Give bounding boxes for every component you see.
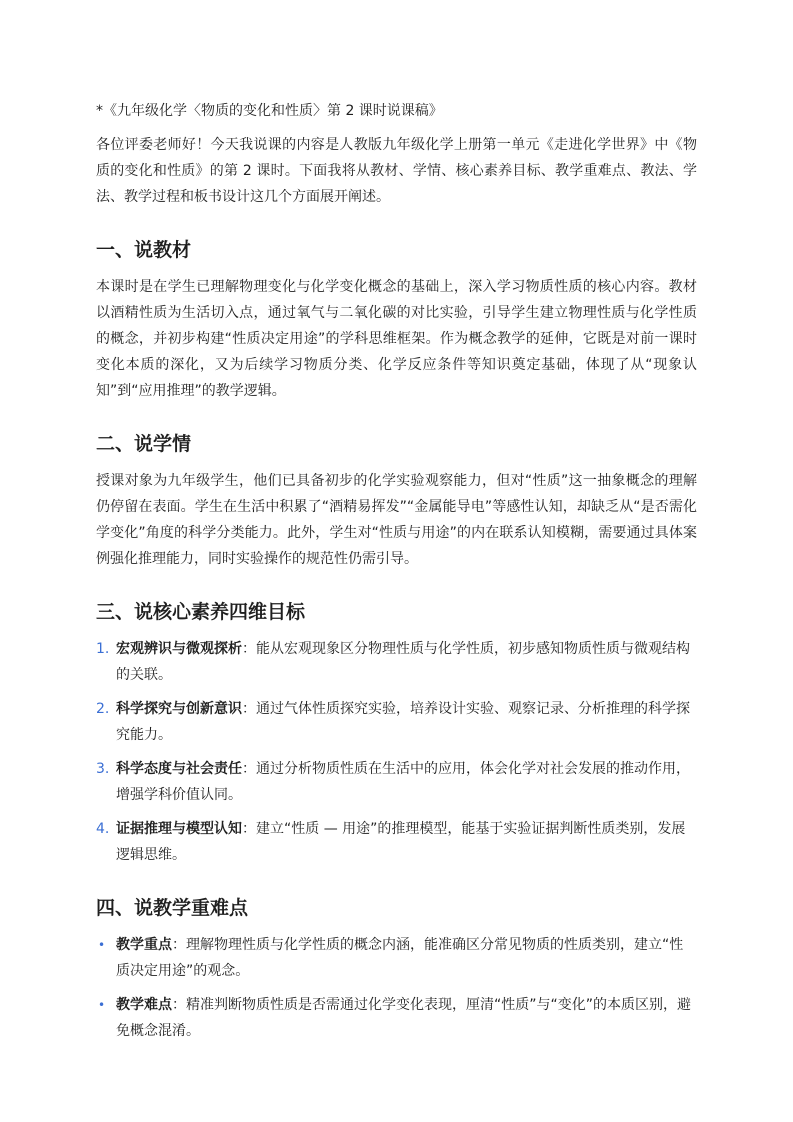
list-number: 2. bbox=[96, 701, 110, 717]
list-term: 科学探究与创新意识 bbox=[116, 701, 242, 717]
list-item bbox=[96, 992, 697, 1044]
list-term: 教学难点 bbox=[116, 997, 172, 1013]
list-text: ：建立“性质 — 用途”的推理模型，能基于实验证据判断性质类别，发展逻辑思维。 bbox=[116, 821, 686, 863]
list-number: 1. bbox=[96, 641, 110, 657]
list-number: 3. bbox=[96, 761, 110, 777]
section-heading-students: 二、说学情 bbox=[96, 433, 192, 455]
list-item bbox=[96, 932, 697, 984]
list-text: ：理解物理性质与化学性质的概念内涵，能准确区分常见物质的性质类别，建立“性质决定用途”的观念。 bbox=[116, 937, 684, 979]
list-term: 科学态度与社会责任 bbox=[116, 761, 242, 777]
list-term: 教学重点 bbox=[116, 937, 172, 953]
list-item bbox=[96, 696, 697, 748]
list-item bbox=[96, 816, 697, 868]
list-text: ：精准判断物质性质是否需通过化学变化表现，厘清“性质”与“变化”的本质区别，避免概念混淆。 bbox=[116, 997, 692, 1039]
list-item bbox=[96, 756, 697, 808]
section-heading-goals: 三、说核心素养四维目标 bbox=[96, 601, 306, 623]
list-text: ：通过分析物质性质在生活中的应用，体会化学对社会发展的推动作用，增强学科价值认同。 bbox=[116, 761, 690, 803]
students-paragraph: 授课对象为九年级学生，他们已具备初步的化学实验观察能力，但对“性质”这一抽象概念的理解仍停留在表面。学生在生活中积累了“酒精易挥发”“金属能导电”等感性认知，却缺乏从“是否需化学变化”角度的科学分类能力。此外，学生对“性质与用途”的内在联系认知模糊，需要通过具体案例强化推理能力，同时实验操作的规范性仍需引导。 bbox=[96, 473, 697, 567]
key-points-list bbox=[96, 932, 697, 1044]
list-item bbox=[96, 636, 697, 688]
list-number: 4. bbox=[96, 821, 110, 837]
section-heading-textbook: 一、说教材 bbox=[96, 239, 192, 261]
list-term: 宏观辨识与微观探析 bbox=[116, 641, 242, 657]
list-text: ：通过气体性质探究实验，培养设计实验、观察记录、分析推理的科学探究能力。 bbox=[116, 701, 690, 743]
textbook-paragraph: 本课时是在学生已理解物理变化与化学变化概念的基础上，深入学习物质性质的核心内容。教材以酒精性质为生活切入点，通过氧气与二氧化碳的对比实验，引导学生建立物理性质与化学性质的概念，并初步构建“性质决定用途”的学科思维框架。作为概念教学的延伸，它既是对前一课时变化本质的深化，又为后续学习物质分类、化学反应条件等知识奠定基础，体现了从“现象认知”到“应用推理”的教学逻辑。 bbox=[96, 279, 697, 399]
bullet-icon: • bbox=[98, 998, 106, 1012]
bullet-icon: • bbox=[98, 938, 106, 952]
list-text: ：能从宏观现象区分物理性质与化学性质，初步感知物质性质与微观结构的关联。 bbox=[116, 641, 690, 683]
list-term: 证据推理与模型认知 bbox=[116, 821, 242, 837]
intro-paragraph: 各位评委老师好！今天我说课的内容是人教版九年级化学上册第一单元《走进化学世界》中《物质的变化和性质》的第 2 课时。下面我将从教材、学情、核心素养目标、教学重难点、教法、学法、教学过程和板书设计这几个方面展开阐述。 bbox=[96, 137, 697, 205]
goals-list bbox=[96, 636, 697, 868]
section-heading-key-points: 四、说教学重难点 bbox=[96, 897, 249, 919]
document-title: *《九年级化学〈物质的变化和性质〉第 2 课时说课稿》 bbox=[96, 103, 443, 119]
